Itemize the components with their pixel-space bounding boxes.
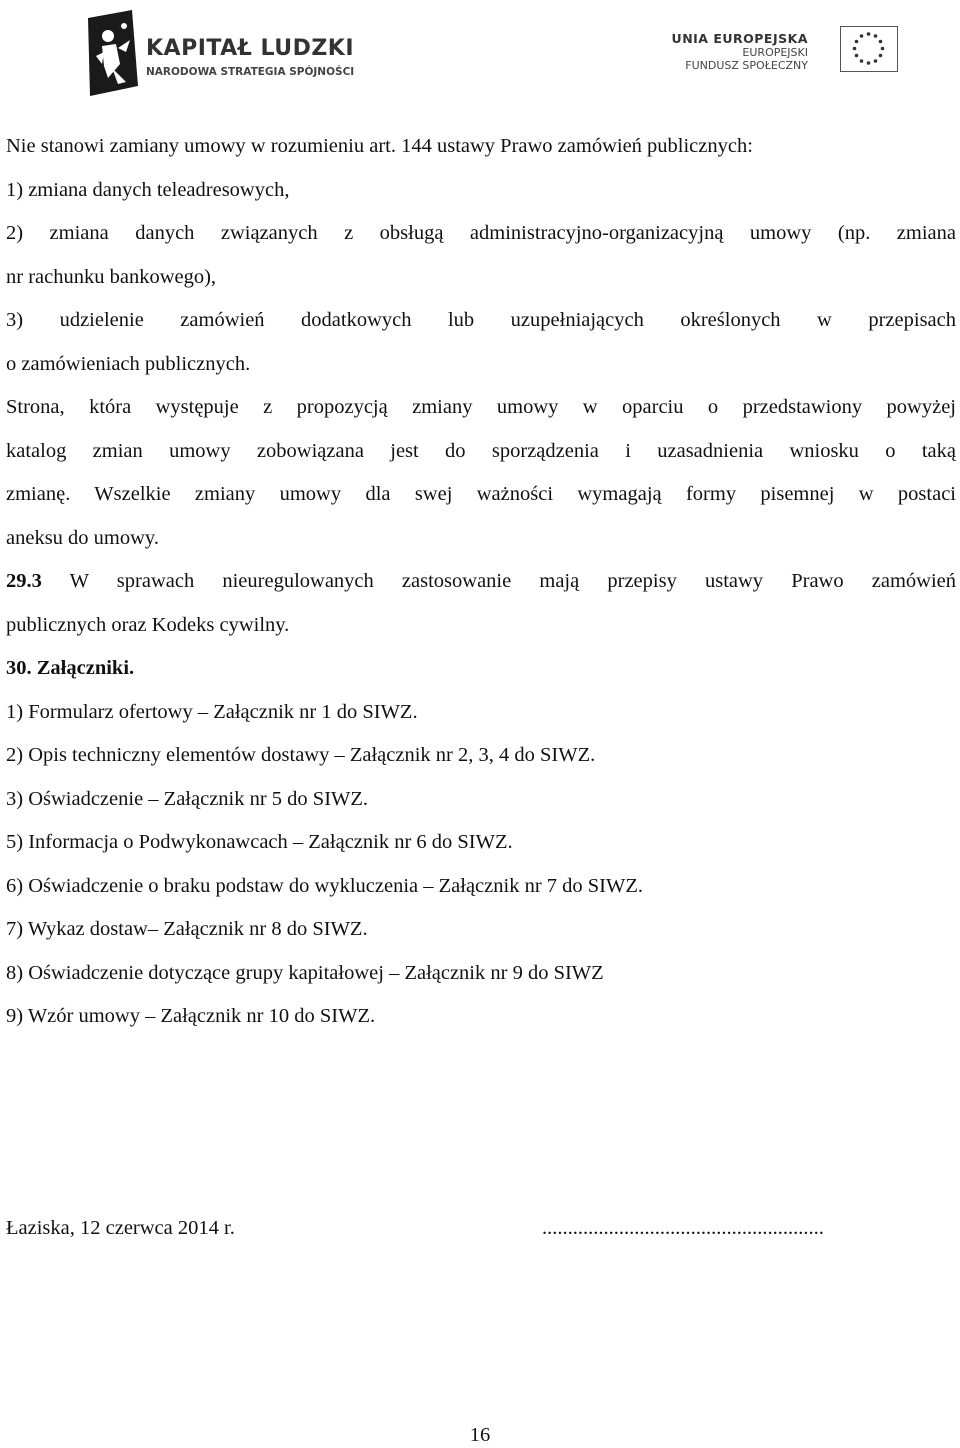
list-item: 1) zmiana danych teleadresowych, [6,179,290,201]
kapital-ludzki-title: KAPITAŁ LUDZKI [146,36,355,61]
section-29-3 [6,568,956,594]
section-number: 29.3 [6,570,42,592]
kapital-ludzki-emblem-icon [82,8,142,98]
paragraph-line: aneksu do umowy. [6,527,159,549]
attachment-item: 7) Wykaz dostaw– Załącznik nr 8 do SIWZ. [6,918,368,940]
eu-logo-line1: UNIA EUROPEJSKA [671,31,808,46]
eu-logo-text [672,31,808,72]
eu-logo-line3: FUNDUSZ SPOŁECZNY [685,59,808,72]
place-and-date: Łaziska, 12 czerwca 2014 r. [6,1217,235,1239]
list-item: 3) udzielenie zamówień dodatkowych lub uzupełniających określonych w przepisach [6,309,956,331]
attachment-item: 1) Formularz ofertowy – Załącznik nr 1 do SIWZ. [6,701,418,723]
list-item: 2) zmiana danych związanych z obsługą administracyjno-organizacyjną umowy (np. zmiana [6,222,956,244]
paragraph-line: Nie stanowi zamiany umowy w rozumieniu art. 144 ustawy Prawo zamówień publicznych: [6,135,753,157]
attachment-item: 6) Oświadczenie o braku podstaw do wykluczenia – Załącznik nr 7 do SIWZ. [6,875,644,897]
attachment-item: 5) Informacja o Podwykonawcach – Załącznik nr 6 do SIWZ. [6,831,513,853]
paragraph-line: Strona, która występuje z propozycją zmiany umowy w oparciu o przedstawiony powyżej [6,396,956,418]
list-item-continuation: o zamówieniach publicznych. [6,353,251,375]
kapital-ludzki-logo [82,8,362,100]
eu-flag-icon [840,26,898,72]
attachment-item: 9) Wzór umowy – Załącznik nr 10 do SIWZ. [6,1005,376,1027]
paragraph-line: zmianę. Wszelkie zmiany umowy dla swej ważności wymagają formy pisemnej w postaci [6,483,956,505]
page-header [0,0,960,110]
section-heading: 30. Załączniki. [6,657,135,679]
kapital-ludzki-subtitle: NARODOWA STRATEGIA SPÓJNOŚCI [146,66,355,78]
section-text: W sprawach nieuregulowanych zastosowanie mają przepisy ustawy Prawo zamówień [41,570,956,592]
eu-logo-line2: EUROPEJSKI [742,46,808,59]
paragraph-line: publicznych oraz Kodeks cywilny. [6,614,290,636]
paragraph-line: katalog zmian umowy zobowiązana jest do sporządzenia i uzasadnienia wniosku o taką [6,440,956,462]
attachment-item: 3) Oświadczenie – Załącznik nr 5 do SIWZ. [6,788,369,810]
page-number: 16 [469,1424,491,1446]
list-item-continuation: nr rachunku bankowego), [6,266,217,288]
signature-line: ....................................................... [542,1217,824,1239]
attachment-item: 8) Oświadczenie dotyczące grupy kapitałowej – Załącznik nr 9 do SIWZ [6,962,604,984]
attachment-item: 2) Opis techniczny elementów dostawy – Załącznik nr 2, 3, 4 do SIWZ. [6,744,596,766]
eu-logo [668,26,898,86]
